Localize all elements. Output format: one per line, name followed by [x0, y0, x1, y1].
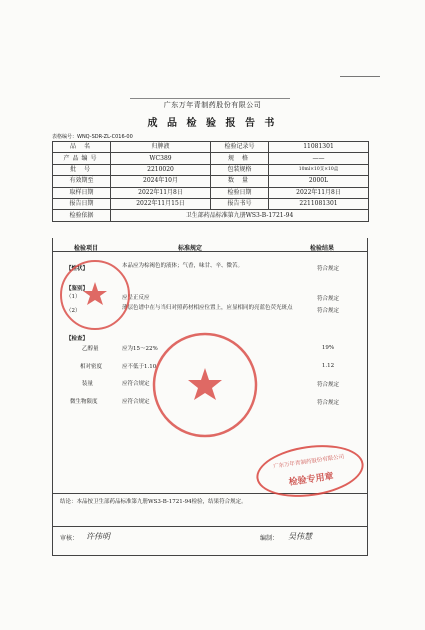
volume-result: 符合规定: [316, 382, 339, 388]
section-appearance: 【性状】: [66, 266, 89, 272]
table-row: [53, 176, 369, 187]
report-title: 成 品 检 验 报 告 书: [147, 118, 278, 129]
ethanol-standard: 应为15～22%: [122, 346, 158, 352]
micro-result: 符合规定: [316, 400, 339, 406]
id2-result: 符合规定: [316, 308, 339, 314]
qc-round-stamp: [150, 330, 260, 440]
compile-signature: 吴伟慧: [288, 532, 312, 541]
table-row: [53, 164, 369, 175]
id1-standard: 应呈正反应: [122, 295, 150, 301]
volume-label: 装量: [82, 381, 94, 387]
compile-label: 编制：: [260, 535, 279, 542]
quantity-label: 数 量: [211, 176, 269, 187]
quantity: 2000L: [269, 176, 369, 187]
section-identification: 【鉴别】: [66, 286, 89, 292]
ethanol-result: 19%: [321, 345, 335, 351]
col-item-header: 检验项目: [74, 245, 99, 252]
inspection-stamp-label: 检验专用章: [288, 471, 335, 488]
id1-label: （1）: [66, 294, 81, 300]
audit-signature: 许伟明: [86, 532, 110, 541]
package: 10ml×10支×10盒: [269, 164, 369, 175]
audit-label: 审核：: [60, 535, 79, 542]
density-result: 1.12: [321, 363, 335, 369]
basis: 卫生部药品标准第九册WS3-B-1721-94: [111, 210, 369, 221]
appearance-standard: 本品应为棕褐色的液体；气香，味甘、辛、微苦。: [122, 263, 244, 269]
test-date: 2022年11月8日: [269, 187, 369, 198]
batch: 2210020: [111, 164, 211, 175]
id2-label: （2）: [66, 308, 81, 314]
info-table: [52, 141, 369, 222]
volume-standard: 应符合规定: [122, 381, 150, 387]
company-name: 广东万年青制药股份有限公司: [163, 101, 262, 109]
micro-standard: 应符合规定: [122, 399, 150, 405]
appearance-result: 符合规定: [316, 266, 339, 272]
table-row: [53, 198, 369, 209]
id1-result: 符合规定: [316, 296, 339, 302]
report-no-label: 报告书号: [211, 198, 269, 209]
density-standard: 应不低于1.10: [122, 364, 157, 370]
id2-standard: 薄层色谱中在与当归对照药材相应位置上，应显相同的亮蓝色荧光斑点: [122, 305, 293, 311]
product-code-label: 产品编号: [53, 153, 111, 164]
col-result-header: 检验结果: [310, 245, 335, 252]
basis-label: 检验依据: [53, 210, 111, 221]
table-row: [53, 187, 369, 198]
sample-date-label: 取样日期: [53, 187, 111, 198]
density-label: 相对密度: [80, 364, 103, 370]
form-number: 表格编号：WNQ-SDR-ZL-C016-00: [52, 134, 133, 140]
report-date: 2022年11月15日: [111, 198, 211, 209]
record-no-label: 检验记录号: [211, 142, 269, 153]
product-code: WC389: [111, 153, 211, 164]
spec: ——: [269, 153, 369, 164]
product-name-label: 品 名: [53, 142, 111, 153]
micro-label: 微生物限度: [70, 399, 98, 405]
spec-label: 规 格: [211, 153, 269, 164]
product-name: 归脾液: [111, 142, 211, 153]
table-row: [53, 210, 369, 221]
expiry-label: 有效期至: [53, 176, 111, 187]
section-check: 【检查】: [66, 336, 89, 342]
expiry: 2024年10月: [111, 176, 211, 187]
report-date-label: 报告日期: [53, 198, 111, 209]
table-row: [53, 153, 369, 164]
inspection-stamp-company: 广东万年青制药股份有限公司: [272, 454, 345, 471]
sample-date: 2022年11月8日: [111, 187, 211, 198]
batch-label: 批 号: [53, 164, 111, 175]
conclusion: 结论：本品按卫生部药品标准第九册WS3-B-1721-94检验，结果符合规定。: [60, 499, 247, 505]
header-rule: [130, 98, 290, 99]
qa-round-stamp: [58, 258, 132, 332]
ethanol-label: 乙醇量: [82, 346, 99, 352]
signature-rule: [52, 526, 368, 527]
col-standard-header: 标准规定: [178, 245, 203, 252]
report-no: 2211081301: [269, 198, 369, 209]
record-no: 11081301: [269, 142, 369, 153]
table-row: [53, 142, 369, 153]
test-date-label: 检验日期: [211, 187, 269, 198]
top-rule: [340, 76, 380, 77]
package-label: 包装规格: [211, 164, 269, 175]
